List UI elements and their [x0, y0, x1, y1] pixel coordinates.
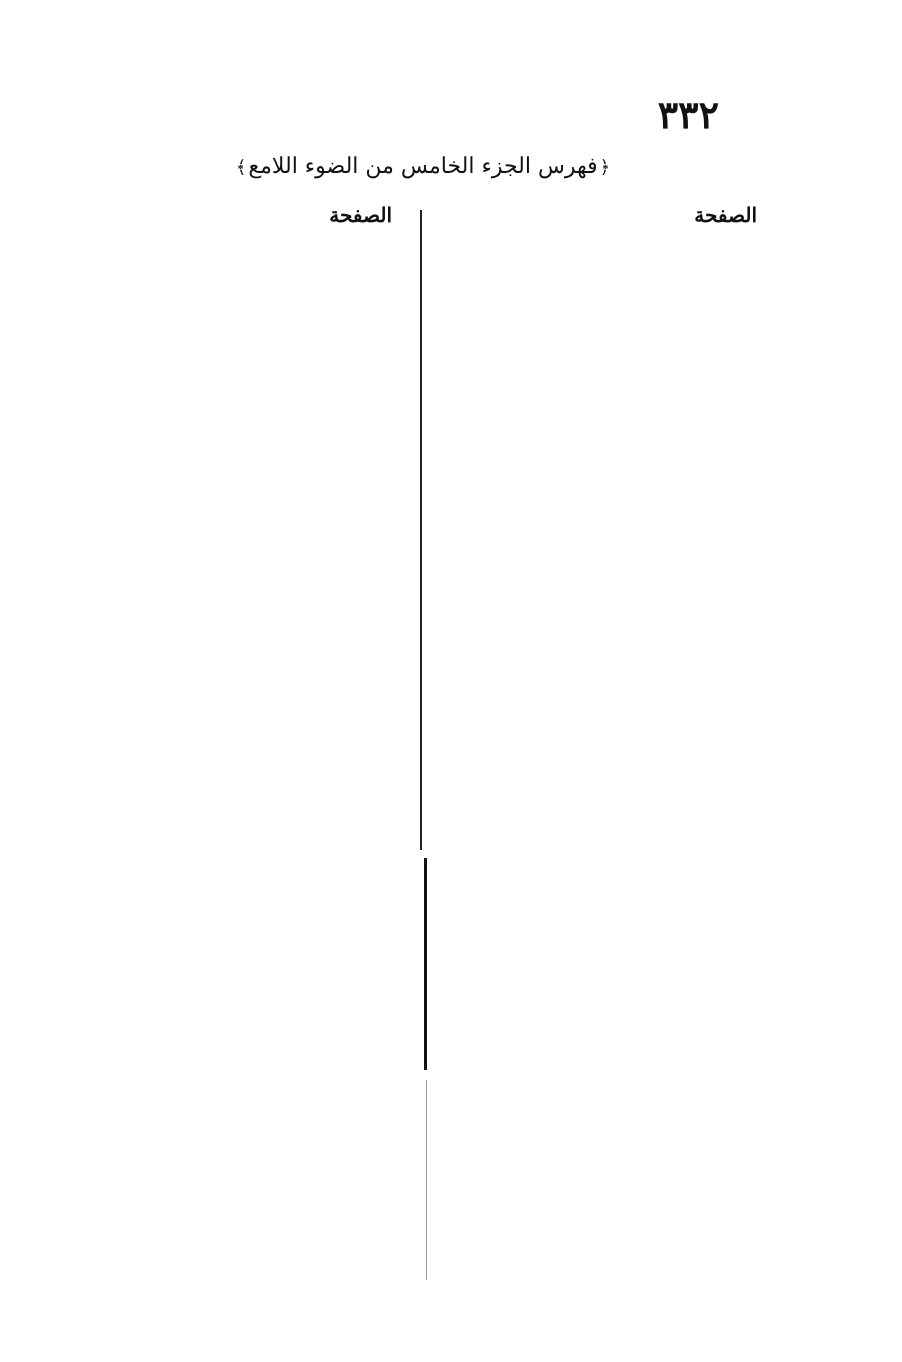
- title-ornament-right: ﴿: [599, 157, 611, 178]
- page-number: ٣٣٢: [657, 92, 719, 137]
- title-text: فهرس الجزء الخامس من الضوء اللامع: [248, 154, 598, 179]
- column-divider-lower: [424, 858, 427, 1070]
- left-column-header: الصفحة: [329, 203, 392, 227]
- index-title: [226, 154, 620, 179]
- column-divider-upper: [420, 210, 422, 850]
- title-ornament-left: ﴾: [235, 157, 247, 178]
- column-divider-faint: [426, 1080, 427, 1280]
- right-column-header: الصفحة: [694, 203, 757, 227]
